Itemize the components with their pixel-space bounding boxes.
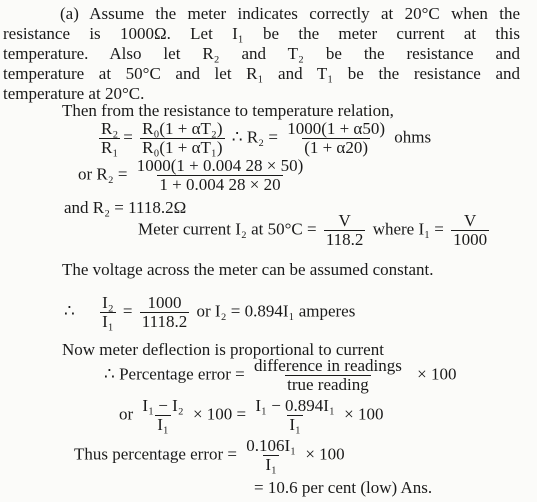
fraction-1000-alpha: $\frac{1000(1 + \alpha 50)}{(1 + \alpha 20)}$ <box>287 119 386 157</box>
fraction-i2-i1: $\frac{\text{I₂}}{\text{I₁}}$ <box>102 293 114 331</box>
deflection-text: Now meter deflection is proportional to current <box>62 340 384 359</box>
para1-line1: (a) Assume the meter indicates correctly at 20°C when the <box>60 4 520 23</box>
para1-line4: temperature at 50°C and let R₁ and T₁ be the resistance and <box>3 64 520 83</box>
para1-line2: resistance is 1000Ω. Let I₁ be the meter current at this <box>3 24 520 43</box>
equation-ratio: $\frac{\text{R₂}}{\text{R₁}}$ = $\frac{\text{R₀(1 + αT₂)}}{\text{R₀(1 + αT₁)}}$ ∴ R₂ = $\frac{1000(1 + \alpha 50)}{(1 + \alpha 20)}$ ohms <box>101 119 432 157</box>
voltage-constant-text: The voltage across the meter can be assumed constant. <box>62 260 434 279</box>
fraction-1000-1118: $\frac{1000}{1118.2}$ <box>141 293 188 331</box>
para1-line5: temperature at 20°C. <box>3 84 145 103</box>
fraction-i1-minus-0894: $\frac{\text{I₁ − 0.894I₁}}{\text{I₁}}$ <box>255 396 335 434</box>
relation-intro: Then from the resistance to temperature relation, <box>62 101 394 120</box>
fraction-i1-minus-i2: $\frac{\text{I₁ − I₂}}{\text{I₁}}$ <box>142 396 184 434</box>
equation-percentage-error-def: ∴ Percentage error = $\frac{\text{difference in readings}}{\text{true reading}}$ × 100 <box>104 356 457 394</box>
fraction-r2-numeric: $\frac{1000(1 + 0.004 28 \times 50)}{1 + 0.004 28 \times 20}$ <box>136 156 304 194</box>
equation-percentage-error-currents: or $\frac{\text{I₁ − I₂}}{\text{I₁}}$ × 100 = $\frac{\text{I₁ − 0.894I₁}}{\text{I₁}}$ × 100 <box>119 396 384 434</box>
final-answer: = 10.6 per cent (low) Ans. <box>254 478 433 497</box>
para1-line3: temperature. Also let R₂ and T₂ be the resistance and <box>3 44 520 63</box>
equation-r2-result: and R₂ = 1118.2Ω <box>64 198 187 217</box>
equation-meter-current: Meter current I₂ at 50°C = $\frac{V}{118.2}$ where I₁ = $\frac{V}{1000}$ <box>138 211 488 249</box>
fraction-0106: $\frac{\text{0.106I₁}}{\text{I₁}}$ <box>246 436 297 474</box>
fraction-r2-r1: $\frac{\text{R₂}}{\text{R₁}}$ <box>101 119 119 157</box>
fraction-v-1000: $\frac{V}{1000}$ <box>453 211 488 249</box>
equation-current-ratio: ∴ $\frac{\text{I₂}}{\text{I₁}}$ = $\frac{1000}{1118.2}$ or I₂ = 0.894I₁ amperes <box>64 293 356 331</box>
equation-r2-substituted: or R₂ = $\frac{1000(1 + 0.004 28 \times 50)}{1 + 0.004 28 \times 20}$ <box>78 156 304 194</box>
equation-percentage-error-result: Thus percentage error = $\frac{\text{0.106I₁}}{\text{I₁}}$ × 100 <box>74 436 345 474</box>
fraction-v-118: $\frac{V}{118.2}$ <box>325 211 364 249</box>
fraction-r0-terms: $\frac{\text{R₀(1 + αT₂)}}{\text{R₀(1 + αT₁)}}$ <box>142 119 223 157</box>
fraction-difference-true: $\frac{\text{difference in readings}}{\text{true reading}}$ <box>254 356 402 394</box>
